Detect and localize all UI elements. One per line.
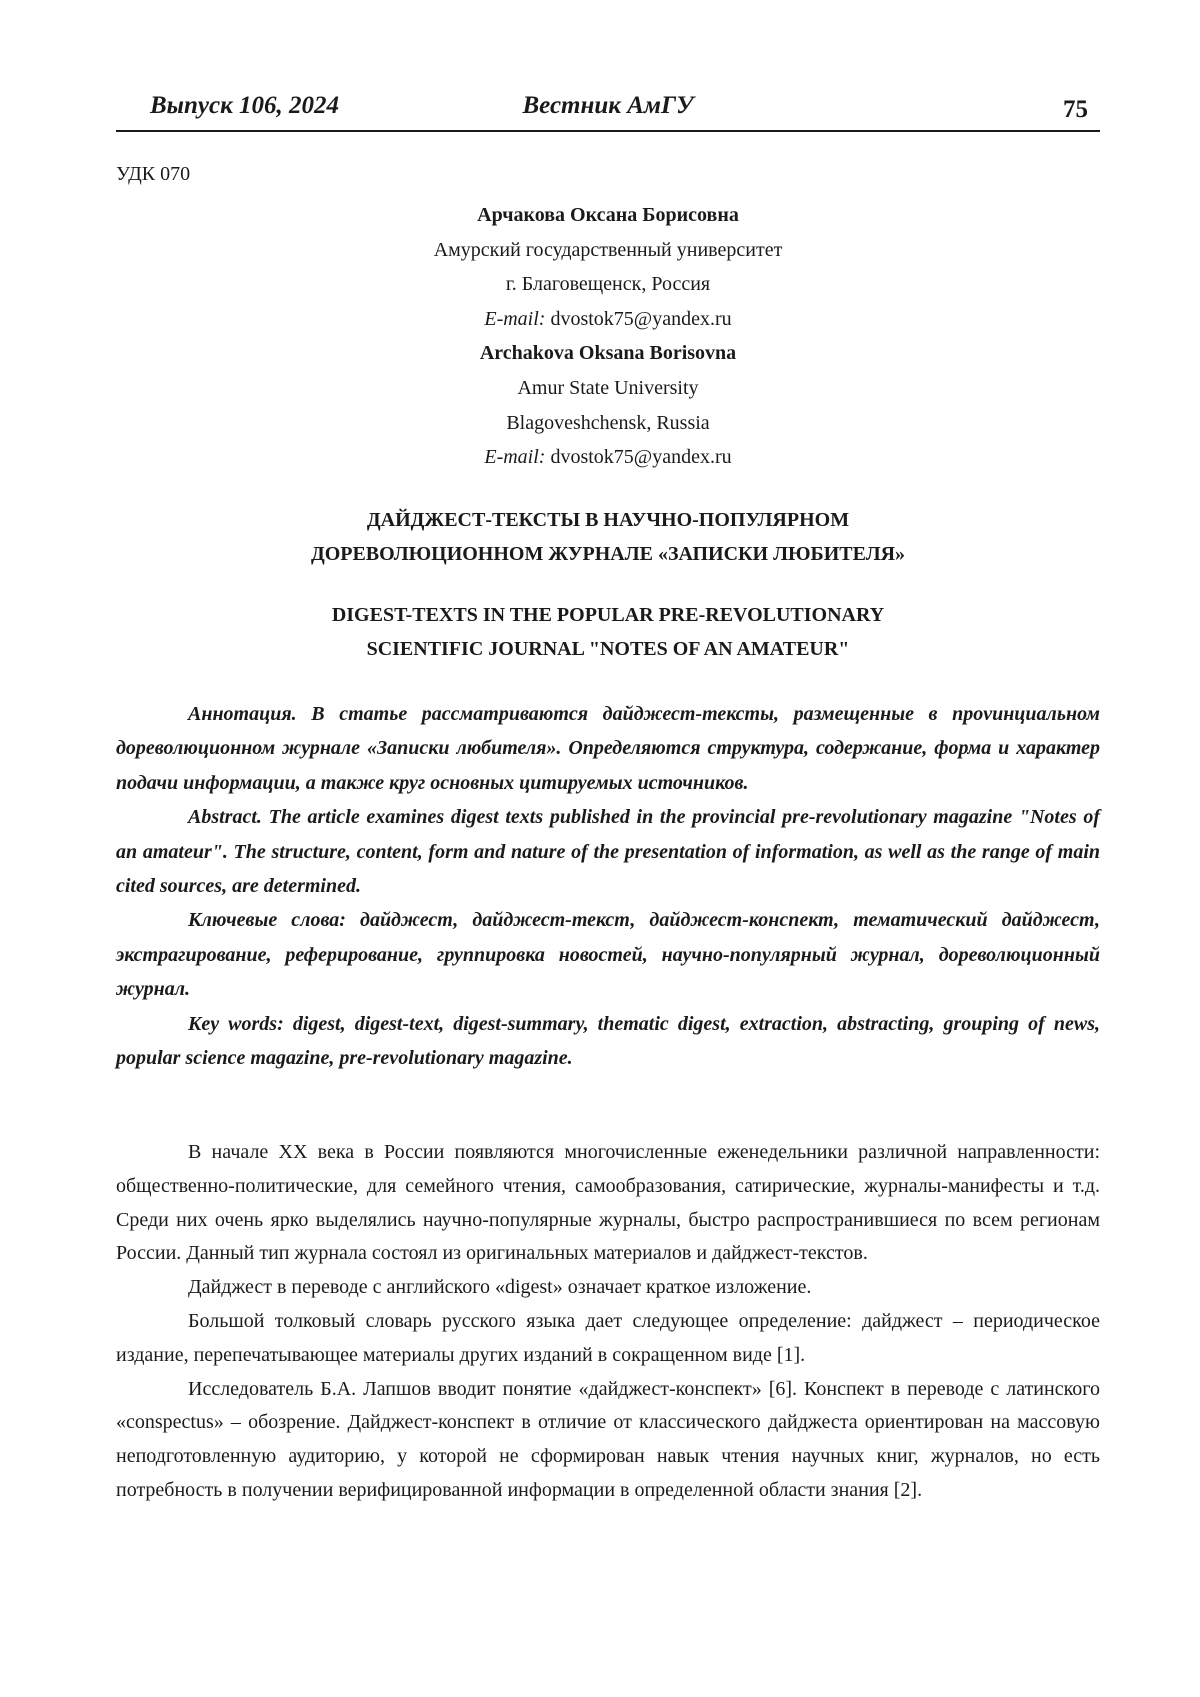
author-block <box>116 198 1100 475</box>
title-en-line-2: SCIENTIFIC JOURNAL "NOTES OF AN AMATEUR" <box>366 638 850 660</box>
body-paragraph-1: В начале XX века в России появляются многочисленные еженедельники различной направленности: общественно-политические, для семейного чтения, самообразования, сатирические, журналы-манифесты и т.д. Среди них очень ярко выделялись научно-популярные журналы, быстро распространившиеся по всем регионам России. Данный тип журнала состоял из оригинальных материалов и дайджест-текстов. <box>116 1141 1100 1265</box>
journal-title: Вестник АмГУ <box>522 92 694 119</box>
keywords-en-label: Key words: <box>188 1012 284 1035</box>
keywords-en <box>116 1007 1100 1076</box>
author-name-ru: Арчакова Оксана Борисовна <box>477 204 739 226</box>
page-number: 75 <box>1063 96 1088 123</box>
keywords-en-text: digest, digest-text, digest-summary, thematic digest, extraction, abstracting, grouping of news, popular science magazine, pre-revolutionary magazine. <box>116 1012 1100 1070</box>
affiliation-en: Amur State University <box>517 376 699 399</box>
email-line-en <box>116 440 1100 475</box>
keywords-ru-label: Ключевые слова: <box>188 909 346 932</box>
abstract-ru <box>116 697 1100 800</box>
title-ru-line-1: ДАЙДЖЕСТ-ТЕКСТЫ В НАУЧНО-ПОПУЛЯРНОМ <box>366 509 850 531</box>
email-label-en: E-mail: <box>484 446 546 469</box>
email-label-ru: E-mail: <box>484 307 546 330</box>
body-paragraph-4: Исследователь Б.А. Лапшов вводит понятие «дайджест-конспект» [6]. Конспект в переводе с латинского «conspectus» – обозрение. Дайджест-конспект в отличие от классического дайджеста ориентирован на массовую неподготовленную аудиторию, у которой не сформирован навык чтения научных книг, журналов, но есть потребность в получении верифицированной информации в определенной области знания [2]. <box>116 1377 1100 1501</box>
article-title-en <box>116 598 1100 666</box>
keywords-ru-text: дайджест, дайджест-текст, дайджест-конспект, тематический дайджест, экстрагирование, реферирование, группировка новостей, научно-популярный журнал, дореволюционный журнал. <box>116 909 1101 1001</box>
issue-label: Выпуск 106, 2024 <box>150 92 340 119</box>
udk-code: УДК 070 <box>116 163 191 185</box>
email-en: dvostok75@yandex.ru <box>550 446 732 469</box>
city-en: Blagoveshchensk, Russia <box>506 411 710 434</box>
article-body <box>116 1136 1100 1508</box>
email-line-ru <box>116 302 1100 337</box>
affiliation-ru: Амурский государственный университет <box>433 238 783 261</box>
author-name-en: Archakova Oksana Borisovna <box>479 342 737 365</box>
abstract-ru-label: Аннотация. <box>188 703 297 725</box>
abstract-ru-text: В статье рассматриваются дайджест-тексты, размещенные в проvинциальном дореволюционном журнале «Записки любителя». Определяются структура, содержание, форма и характер подачи информации, а также круг основных цитируемых источников. <box>116 703 1101 794</box>
city-ru: г. Благовещенск, Россия <box>505 273 711 296</box>
title-en-line-1: DIGEST-TEXTS IN THE POPULAR PRE-REVOLUTIONARY <box>331 604 885 626</box>
abstract-en-text: The article examines digest texts published in the provincial pre-revolutionary magazine "Notes of an amateur". The structure, content, form and nature of the presentation of information, as well as the range of main cited sources, are determined. <box>116 806 1101 898</box>
keywords-ru <box>116 903 1100 1006</box>
body-paragraph-2: Дайджест в переводе с английского «digest» означает краткое изложение. <box>188 1276 812 1299</box>
article-title-ru <box>116 503 1100 571</box>
abstract-section <box>116 697 1100 1075</box>
body-paragraph-3: Большой толковый словарь русского языка дает следующее определение: дайджест – периодическое издание, перепечатывающее материалы других изданий в сокращенном виде [1]. <box>116 1309 1100 1366</box>
abstract-en-label: Abstract. <box>188 806 262 829</box>
abstract-en <box>116 800 1100 903</box>
running-header <box>116 92 1100 132</box>
email-ru: dvostok75@yandex.ru <box>550 307 732 330</box>
title-ru-line-2: ДОРЕВОЛЮЦИОННОМ ЖУРНАЛЕ «ЗАПИСКИ ЛЮБИТЕЛЯ» <box>310 543 906 565</box>
